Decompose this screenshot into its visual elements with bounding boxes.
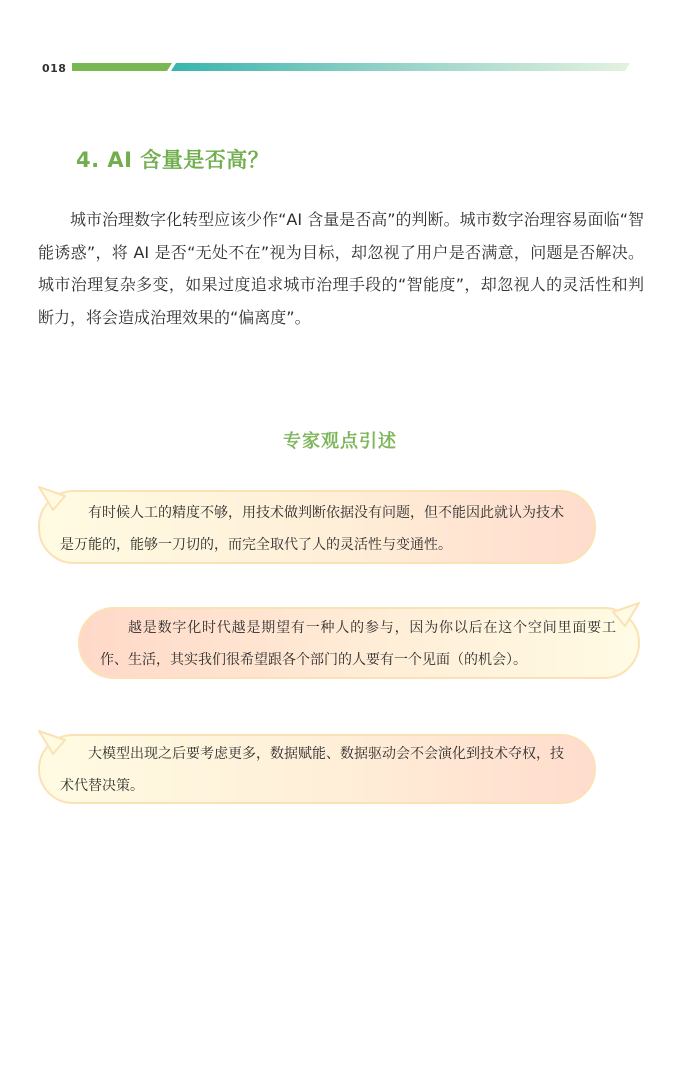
quote-bubble-body [38,490,596,564]
quote-text: 有时候人工的精度不够，用技术做判断依据没有问题，但不能因此就认为技术是万能的，能够一刀切的，而完全取代了人的灵活性与变通性。 [60,505,564,553]
quote-bubble-body [38,734,596,804]
header-bar-gradient-segment [171,63,630,71]
header-decorative-bar [72,63,632,73]
section-heading: 4. AI 含量是否高？ [76,148,270,172]
quote-bubble-tail [37,486,67,516]
expert-quotes-heading: 专家观点引述 [283,431,397,452]
header-bar-green-segment [72,63,172,71]
body-paragraph: 城市治理数字化转型应该少作“AI 含量是否高”的判断。城市数字治理容易面临“智能诱惑”，将 AI 是否“无处不在”视为目标，却忽视了用户是否满意，问题是否解决。城市治理复杂多变，如果过度追求城市治理手段的“智能度”，却忽视人的灵活性和判断力，将会造成治理效果的“偏离度”。 [38,210,644,327]
quote-text: 越是数字化时代越是期望有一种人的参与，因为你以后在这个空间里面要工作、生活，其实我们很希望跟各个部门的人要有一个见面（的机会）。 [100,620,616,668]
quote-bubble-body [78,607,640,679]
quote-bubble-tail [37,730,67,760]
quote-bubble-tail [611,602,641,632]
page-number: 018 [42,62,67,75]
quote-text: 大模型出现之后要考虑更多，数据赋能、数据驱动会不会演化到技术夺权，技术代替决策。 [60,746,564,794]
